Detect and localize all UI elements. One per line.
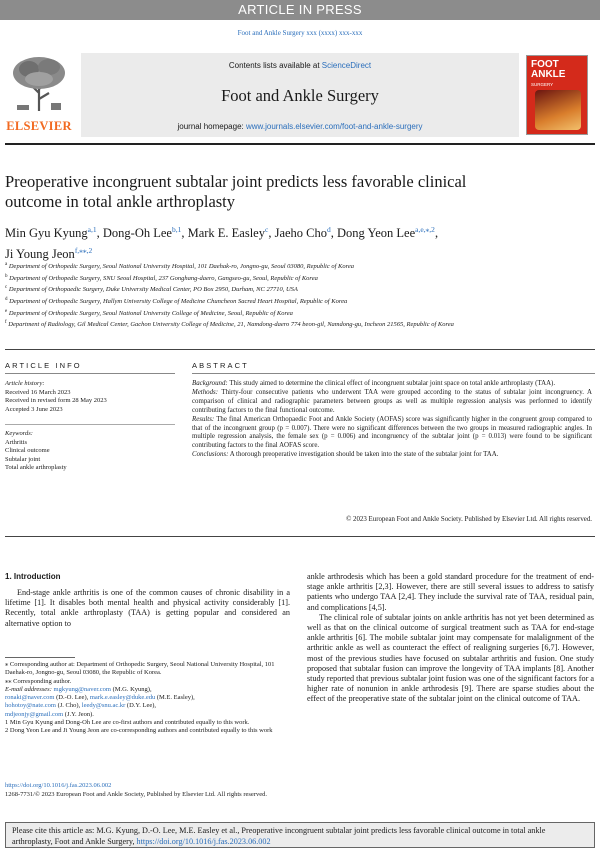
footnote-2: 2 Dong Yeon Lee and Ji Young Jeon are co-corresponding authors and contributed equally to this work bbox=[5, 727, 273, 735]
affiliation-list bbox=[5, 260, 525, 330]
keyword: Subtalar joint bbox=[5, 455, 41, 463]
cover-subtitle: SURGERY bbox=[531, 82, 554, 87]
author-affiliation-link[interactable]: d bbox=[327, 225, 331, 234]
cover-image bbox=[535, 90, 581, 130]
author-affiliation-link[interactable]: c bbox=[264, 225, 269, 234]
section-divider bbox=[5, 349, 595, 350]
info-divider bbox=[5, 373, 175, 374]
journal-title: Foot and Ankle Surgery bbox=[221, 86, 379, 105]
author: Jaeho Cho bbox=[274, 226, 328, 241]
journal-masthead bbox=[81, 53, 519, 137]
abstract-conclusions: Conclusions: A thorough preoperative investigation should be taken into the state of the subtalar joint for TAA. bbox=[192, 451, 499, 459]
author-affiliation-link[interactable]: b,1 bbox=[171, 225, 182, 234]
article-title: Preoperative incongruent subtalar joint predicts less favorable clinical outcome in total ankle arthroplasty bbox=[5, 172, 467, 211]
introduction-heading: 1. Introduction bbox=[5, 572, 61, 581]
keyword: Arthritis bbox=[5, 438, 28, 446]
accepted-date: Accepted 3 June 2023 bbox=[5, 405, 63, 413]
author: Ji Young Jeon bbox=[5, 247, 75, 262]
intro-paragraph: ankle arthrodesis which has been a gold standard procedure for the treatment of end-stage ankle arthritis [2,3]. However, there are still several issues to address to satisfy patients who undergo TAA [2,4]. They include the survival rate of TAA, residual pain, and complications [4,5]. bbox=[307, 572, 594, 612]
author-affiliation-link[interactable]: a,1 bbox=[87, 225, 97, 234]
abstract-background: Background: This study aimed to determine the clinical effect of incongruent subtalar joint space on total ankle arthroplasty (TAA). bbox=[192, 380, 556, 387]
issn-copyright: 1268-7731/© 2023 European Foot and Ankle Society, Published by Elsevier Ltd. All rights reserved. bbox=[5, 791, 267, 798]
contents-prefix: Contents lists available at bbox=[228, 61, 322, 70]
footnotes bbox=[5, 661, 290, 736]
article-info-heading: ARTICLE INFO bbox=[5, 361, 82, 370]
author: Dong-Oh Lee bbox=[102, 226, 172, 241]
journal-homepage-link[interactable]: www.journals.elsevier.com/foot-and-ankle-surgery bbox=[245, 122, 423, 131]
author: Min Gyu Kyung bbox=[5, 226, 88, 241]
email-link[interactable]: mark.e.easley@duke.edu bbox=[89, 694, 156, 702]
email-link[interactable]: ronaki@naver.com bbox=[5, 694, 55, 702]
footnote-emails: E-mail addresses: mgkyung@naver.com (M.G. Kyung), ronaki@naver.com (D.-O. Lee), mark.e.easley@duke.edu (M.E. Easley), hohotoy@nate.com (J. Cho), leedy@snu.ac.kr (D.Y. Lee), mdjeonjy@gmail.com (J.Y. Jeon). bbox=[5, 685, 195, 718]
affiliation: $^b$ Department of Orthopedic Surgery, SNU Seoul Hospital, 237 Gonghang-daero, Gangseo-gu, Seoul, Republic of Korea bbox=[5, 273, 318, 282]
header-divider bbox=[5, 143, 595, 145]
email-link[interactable]: mgkyung@naver.com bbox=[53, 685, 111, 693]
abstract-copyright: © 2023 European Foot and Ankle Society. Published by Elsevier Ltd. All rights reserved. bbox=[346, 516, 592, 523]
abstract-methods: Methods: Thirty-four consecutive patients who underwent TAA were grouped according to the status of subtalar joint incongruency. A comparison of clinical and radiographic parameters between groups as well as multiple regression analysis was performed to identify contributing factors to the final functional outcome. bbox=[192, 389, 592, 414]
homepage-line bbox=[81, 122, 519, 131]
revised-date: Received in revised form 28 May 2023 bbox=[5, 397, 107, 404]
received-date: Received 16 March 2023 bbox=[5, 388, 71, 396]
intro-right-column bbox=[307, 572, 594, 705]
footnote-corresponding-2: ⁎⁎ Corresponding author. bbox=[5, 677, 72, 685]
affiliation: $^e$ Department of Orthopedic Surgery, Seoul National University College of Medicine, Seoul, Republic of Korea bbox=[5, 308, 293, 317]
cover-title: FOOT ANKLE bbox=[531, 59, 566, 80]
email-link[interactable]: leedy@snu.ac.kr bbox=[81, 702, 126, 710]
elsevier-tree-icon bbox=[9, 53, 69, 113]
journal-reference-link[interactable]: Foot and Ankle Surgery xxx (xxxx) xxx-xxx bbox=[237, 29, 363, 37]
affiliation: $^c$ Department of Orthopaedic Surgery, Duke University Medical Center, PO Box 2950, Durham, NC 27710, USA bbox=[5, 285, 298, 294]
journal-cover-thumbnail[interactable] bbox=[526, 55, 588, 135]
section-divider bbox=[5, 536, 595, 537]
intro-paragraph: The clinical role of subtalar joints on ankle arthritis has not yet been determined as well as that on the clinical outcome of surgical treatment such as TAA for end-stage ankle arthritis [6]. The mobile subtalar joint may compensate for malalignment of the arthritic ankle as well as counteract the effect of realigning surgeries [6,7]. However, most of the previous studies have focused on subtalar arthritis and fusion. One study proposed that subtalar fusion can improve the longevity of TAA implants [8]. Another study reported that previous subtalar joint fusion was one of the significant factors for a higher rate of nonunion in ankle arthrodesis [9]. There are sparse studies about the effect of the preoperative state of the subtalar joint on the clinical outcome of TAA. bbox=[307, 612, 594, 704]
abstract-body bbox=[192, 380, 592, 460]
journal-header bbox=[5, 53, 595, 139]
abstract-heading: ABSTRACT bbox=[192, 361, 249, 370]
footnote-divider bbox=[5, 657, 75, 658]
author-list: Min Gyu Kyung$^{a,1}$, Dong-Oh Lee$^{b,1}$, Mark E. Easley$^c$, Jaeho Cho$^d$, Dong Yeon Lee$^{a,e,⁎,2}$, Ji Young Jeon$^{f,⁎⁎,2}$ bbox=[5, 225, 439, 262]
info-divider bbox=[5, 424, 175, 425]
keyword: Total ankle arthroplasty bbox=[5, 464, 67, 471]
keywords: Keywords: Arthritis Clinical outcome Subtalar joint Total ankle arthroplasty bbox=[5, 430, 175, 473]
article-in-press-banner: ARTICLE IN PRESS bbox=[0, 0, 600, 20]
affiliation: $^f$ Department of Radiology, Gil Medical Center, Gachon University College of Medicine, 21, Namdong-daero 774 beon-gil, Namdong-gu, Incheon 21565, Republic of Korea bbox=[5, 320, 454, 329]
citation-doi-link[interactable]: https://doi.org/10.1016/j.fas.2023.06.002 bbox=[136, 837, 271, 846]
contents-line bbox=[81, 61, 519, 70]
citation-text: Please cite this article as: M.G. Kyung, D.-O. Lee, M.E. Easley et al., Preoperative incongruent subtalar joint predicts less favorable clinical outcome in total ankle arthroplasty, Foot and Ankle Surgery, bbox=[12, 826, 546, 846]
elsevier-wordmark: ELSEVIER bbox=[6, 119, 72, 133]
sciencedirect-link[interactable]: ScienceDirect bbox=[321, 61, 372, 70]
doi-link[interactable]: https://doi.org/10.1016/j.fas.2023.06.002 bbox=[5, 782, 112, 789]
author-affiliation-link[interactable]: a,e,⁎,2 bbox=[415, 225, 435, 234]
abstract-results: Results: The final American Orthopaedic Foot and Ankle Society (AOFAS) score was significantly higher in the congruent group compared to that of the incongruent group (p = 0.007). There were no significant differences between the two groups in measured radiographic angles. In multiple regression analysis, the female sex (p = 0.006) and incongruency of the subtalar joint (p = 0.013) were found to be significant contributing factors to the final AOFAS score. bbox=[192, 415, 592, 449]
homepage-prefix: journal homepage: bbox=[177, 122, 246, 131]
email-link[interactable]: mdjeonjy@gmail.com bbox=[5, 710, 64, 718]
citation-box bbox=[5, 822, 595, 848]
article-bottom-info bbox=[5, 781, 595, 799]
affiliation: $^d$ Department of Orthopedic Surgery, Hallym University College of Medicine Chuncheon Sacred Heart Hospital, Republic of Korea bbox=[5, 296, 348, 306]
author: Dong Yeon Lee bbox=[337, 226, 416, 241]
intro-left-column bbox=[5, 588, 290, 629]
author-affiliation-link[interactable]: f,⁎⁎,2 bbox=[74, 246, 93, 256]
article-history: Article history: Received 16 March 2023 Received in revised form 28 May 2023 Accepted 3 June 2023 bbox=[5, 380, 175, 414]
email-link[interactable]: hohotoy@nate.com bbox=[5, 702, 56, 710]
intro-paragraph: End-stage ankle arthritis is one of the common causes of chronic disability in a lifetime [1]. It disables both mental health and physical activity considerably [1]. Recently, total ankle arthroplasty (TAA) is getting popular and considered an alternative option to bbox=[5, 588, 290, 628]
footnote-corresponding-1: ⁎ Corresponding author at: Department of Orthopedic Surgery, Seoul National University Hospital, 101 Daehak-ro, Jongno-gu, Seoul 03080, the Republic of Korea. bbox=[5, 661, 275, 677]
affiliation: $^a$ Department of Orthopedic Surgery, Seoul National University Hospital, 101 Daehak-ro, Jongno-gu, Seoul 03080, Republic of Korea bbox=[5, 262, 355, 271]
elsevier-logo[interactable] bbox=[5, 53, 73, 135]
author: Mark E. Easley bbox=[187, 226, 265, 241]
footnote-1: 1 Min Gyu Kyung and Dong-Oh Lee are co-first authors and contributed equally to this work. bbox=[5, 719, 250, 727]
keyword: Clinical outcome bbox=[5, 447, 50, 454]
abstract-divider bbox=[192, 373, 595, 374]
